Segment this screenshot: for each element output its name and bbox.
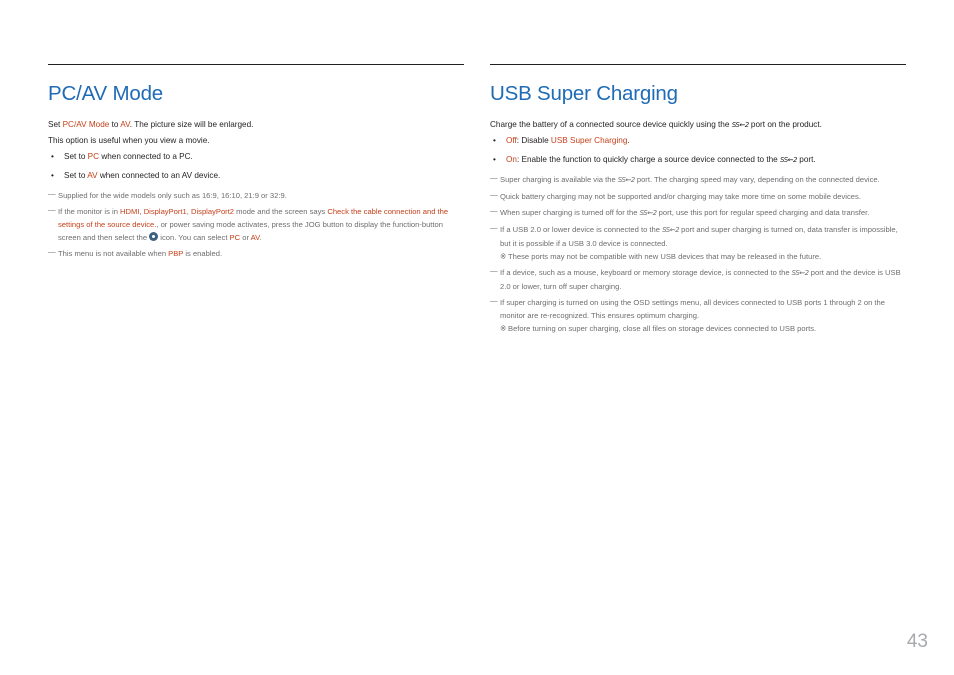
usb-superspeed-icon: SS⇜2 [791, 269, 809, 277]
section-title: PC/AV Mode [48, 82, 163, 105]
note: ― If the monitor is in HDMI, DisplayPort1, DisplayPort2 mode and the screen says Check the cable connection and the settings of the source device., or power saving mode activates, press the JOG button to display the function-button screen and then select the icon. You can select PC or AV. [48, 205, 449, 242]
intro-paragraph: Charge the battery of a connected source device quickly using the SS⇜2 port on the product. [490, 120, 822, 129]
list-item: • Off: Disable USB Super Charging. [493, 136, 630, 145]
intro-paragraph: Set PC/AV Mode to AV. The picture size will be enlarged. [48, 120, 254, 129]
page-number: 43 [906, 631, 928, 652]
list-item: • Set to AV when connected to an AV device. [51, 171, 221, 180]
intro-paragraph-2: This option is useful when you view a movie. [48, 136, 210, 145]
usb-superspeed-icon: SS⇜2 [639, 209, 657, 217]
note: ― If a USB 2.0 or lower device is connected to the SS⇜2 port and super charging is turned on, data transfer is impossible, but it is possible if a USB 3.0 device is connected. ※ These ports may not be compatible with new USB devices that may be released in the future. [490, 223, 906, 263]
section-title: USB Super Charging [490, 82, 678, 105]
section-divider [48, 64, 464, 65]
note: ― Super charging is available via the SS⇜2 port. The charging speed may vary, depending on the connected device. [490, 173, 880, 184]
note: ― This menu is not available when PBP is enabled. [48, 247, 223, 258]
note: ― Supplied for the wide models only such as 16:9, 16:10, 21:9 or 32:9. [48, 189, 287, 200]
section-divider [490, 64, 906, 65]
note: ― If super charging is turned on using the OSD settings menu, all devices connected to USB ports 1 through 2 on the monitor are re-recognized. This ensures optimum charging. ※ Before turning on super charging, close all files on storage devices connected to USB ports. [490, 296, 906, 335]
list-item: • Set to PC when connected to a PC. [51, 152, 193, 161]
usb-superspeed-icon: SS⇜2 [780, 156, 797, 164]
note: ― When super charging is turned off for the SS⇜2 port, use this port for regular speed charging and data transfer. [490, 206, 870, 217]
pc-av-mode-section [48, 64, 464, 263]
note: ― Quick battery charging may not be supported and/or charging may take more time on some mobile devices. [490, 190, 861, 201]
note: ― If a device, such as a mouse, keyboard or memory storage device, is connected to the SS⇜2 port and the device is USB 2.0 or lower, turn off super charging. [490, 266, 901, 291]
sub-note: ※ These ports may not be compatible with new USB devices that may be released in the future. [500, 252, 822, 261]
list-item: • On: Enable the function to quickly charge a source device connected to the SS⇜2 port. [493, 155, 816, 164]
usb-superspeed-icon: SS⇜2 [662, 226, 680, 234]
jog-button-icon [149, 232, 158, 241]
usb-superspeed-icon: SS⇜2 [617, 176, 635, 184]
usb-superspeed-icon: SS⇜2 [731, 121, 749, 129]
sub-note: ※ Before turning on super charging, close all files on storage devices connected to USB ports. [500, 324, 817, 333]
usb-super-charging-section [490, 64, 906, 338]
